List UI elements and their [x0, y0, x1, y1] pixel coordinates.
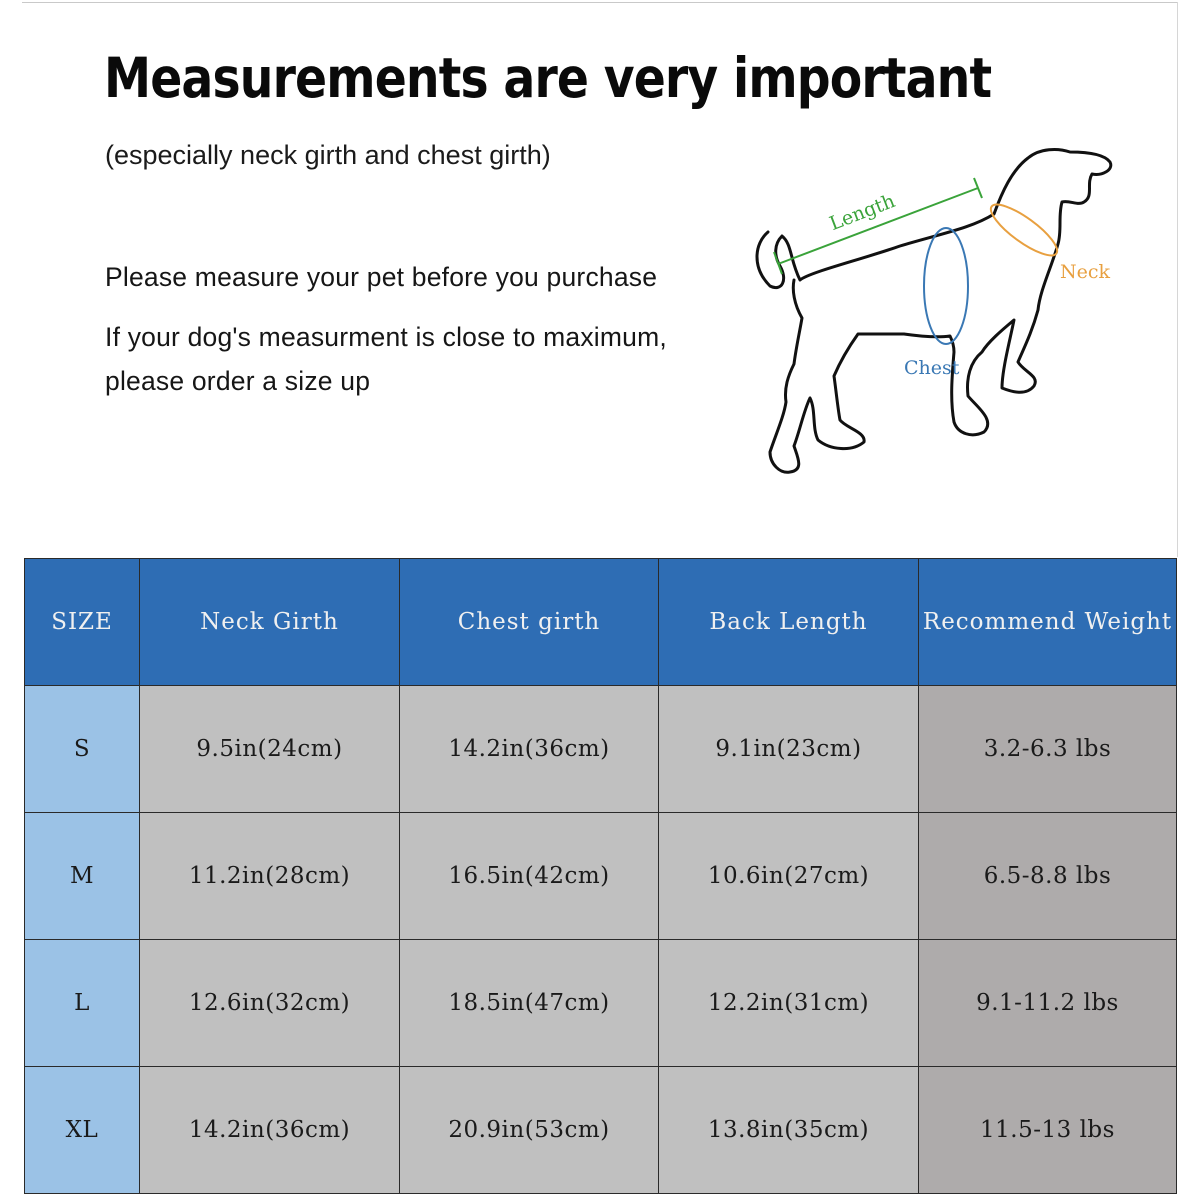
back-length-cell: 12.2in(31cm)	[659, 940, 919, 1067]
length-label: Length	[826, 190, 899, 236]
dog-measurement-diagram	[740, 140, 1130, 480]
chest-girth-cell: 16.5in(42cm)	[400, 813, 659, 940]
table-row	[25, 813, 1177, 940]
page-title: Measurements are very important	[104, 46, 992, 110]
column-header-chest-girth: Chest girth	[400, 559, 659, 686]
neck-girth-cell: 12.6in(32cm)	[140, 940, 400, 1067]
chest-girth-cell: 14.2in(36cm)	[400, 686, 659, 813]
back-length-cell: 10.6in(27cm)	[659, 813, 919, 940]
chest-girth-cell: 18.5in(47cm)	[400, 940, 659, 1067]
table-header-row	[25, 559, 1177, 686]
top-divider	[22, 2, 1178, 3]
neck-girth-cell: 11.2in(28cm)	[140, 813, 400, 940]
page-subtitle: (especially neck girth and chest girth)	[105, 140, 551, 170]
table-row	[25, 1067, 1177, 1194]
chest-label: Chest	[904, 357, 960, 379]
table-row	[25, 686, 1177, 813]
column-header-back-length: Back Length	[659, 559, 919, 686]
weight-cell: 11.5-13 lbs	[919, 1067, 1177, 1194]
weight-cell: 3.2-6.3 lbs	[919, 686, 1177, 813]
neck-label: Neck	[1060, 261, 1111, 283]
instruction-size-up-line-2: please order a size up	[105, 366, 371, 396]
chest-loop	[924, 228, 968, 344]
size-cell: M	[25, 813, 140, 940]
dog-outline	[757, 150, 1111, 473]
size-cell: S	[25, 686, 140, 813]
neck-girth-cell: 14.2in(36cm)	[140, 1067, 400, 1194]
column-header-recommend-weight: Recommend Weight	[919, 559, 1177, 686]
size-cell: L	[25, 940, 140, 1067]
column-header-size: SIZE	[25, 559, 140, 686]
instruction-size-up-line-1: If your dog's measurment is close to maximum,	[105, 322, 667, 352]
back-length-cell: 13.8in(35cm)	[659, 1067, 919, 1194]
instruction-measure: Please measure your pet before you purchase	[105, 262, 658, 292]
chest-girth-cell: 20.9in(53cm)	[400, 1067, 659, 1194]
neck-girth-cell: 9.5in(24cm)	[140, 686, 400, 813]
size-cell: XL	[25, 1067, 140, 1194]
size-chart-table	[24, 558, 1177, 1194]
column-header-neck-girth: Neck Girth	[140, 559, 400, 686]
weight-cell: 9.1-11.2 lbs	[919, 940, 1177, 1067]
table-row	[25, 940, 1177, 1067]
weight-cell: 6.5-8.8 lbs	[919, 813, 1177, 940]
right-divider	[1177, 2, 1178, 557]
back-length-cell: 9.1in(23cm)	[659, 686, 919, 813]
